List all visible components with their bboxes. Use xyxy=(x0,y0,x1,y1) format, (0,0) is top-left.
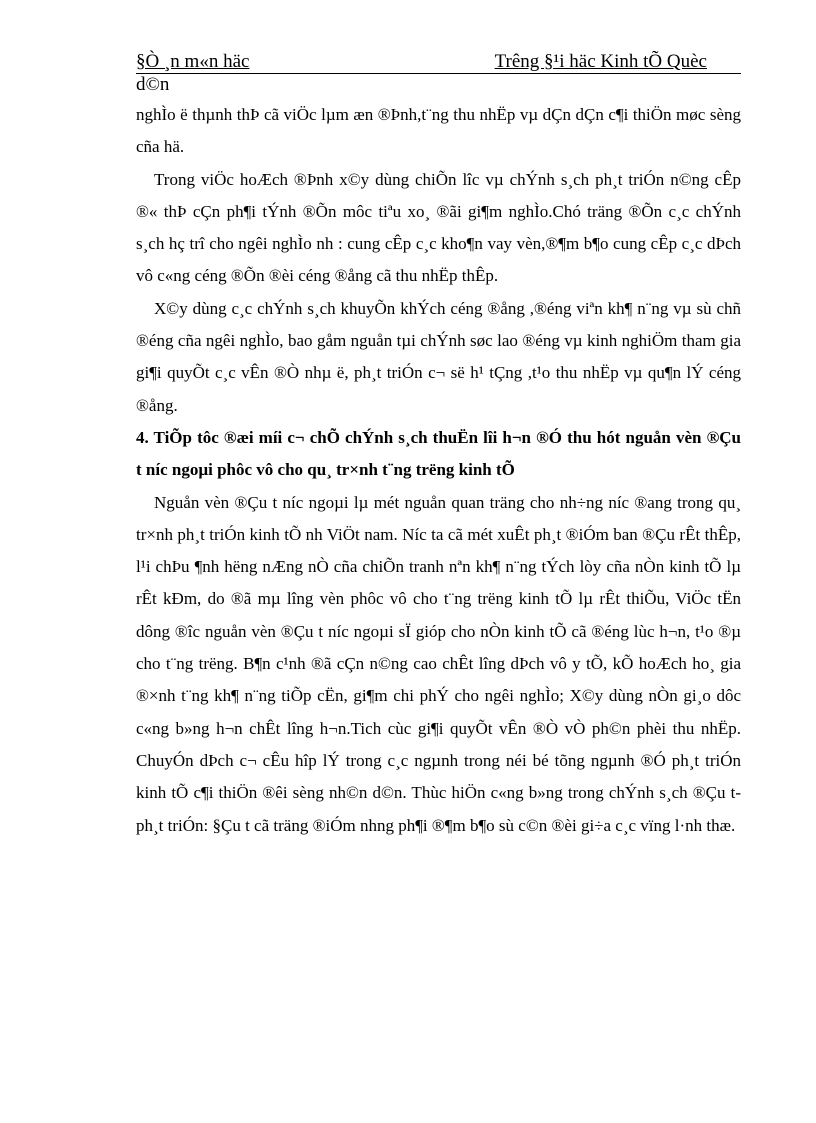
header-line xyxy=(136,50,741,74)
page-header xyxy=(136,50,741,97)
paragraph: nghÌo ë thµnh thÞ cã viÖc lµm æn ®Þnh,t¨ng thu nhËp vµ dÇn dÇn c¶i thiÖn møc sèng cña hä. xyxy=(136,105,741,157)
section-heading: 4. TiÕp tôc ®æi míi c¬ chÕ chÝnh s¸ch thuËn lîi h¬n ®Ó thu hót nguån vèn ®Çu t níc ngoµi phôc vô cho qu¸ tr×nh t¨ng trëng kinh tÕ xyxy=(136,427,741,480)
document-body xyxy=(136,99,741,842)
header-university: Trêng §¹i häc Kinh tÕ Quèc xyxy=(494,51,707,72)
header-project-title: §Ò ¸n m«n häc xyxy=(136,51,250,72)
header-university-continuation: d©n xyxy=(136,74,170,95)
paragraph: Trong viÖc hoÆch ®Þnh x©y dùng chiÕn lîc vµ chÝnh s¸ch ph¸t triÓn n©ng cÊp ®« thÞ cÇn ph¶i tÝnh ®Õn môc tiªu xo¸ ®ãi gi¶m nghÌo.Chó träng ®Õn c¸c chÝnh s¸ch hç trî cho ngêi nghÌo nh : cung cÊp c¸c kho¶n vay vèn,®¶m b¶o cung cÊp c¸c dÞch vô c«ng céng ®Õn ®èi céng ®ång cã thu nhËp thÊp. xyxy=(136,169,741,286)
paragraph: X©y dùng c¸c chÝnh s¸ch khuyÕn khÝch céng ®ång ,®éng viªn kh¶ n¨ng vµ sù chñ ®éng cña ngêi nghÌo, bao gåm nguån tµi chÝnh søc lao ®éng vµ kinh nghiÖm tham gia gi¶i quyÕt c¸c vÊn ®Ò nhµ ë, ph¸t triÓn c¬ së h¹ tÇng ,t¹o thu nhËp vµ qu¶n lÝ céng ®ång. xyxy=(136,298,741,415)
paragraph: Nguån vèn ®Çu t níc ngoµi lµ mét nguån quan träng cho nh÷ng níc ®ang trong qu¸ tr×nh ph¸t triÓn kinh tÕ nh ViÖt nam. Níc ta cã mét xuÊt ph¸t ®iÓm ban ®Çu rÊt thÊp, l¹i chÞu ¶nh hëng nÆng nÒ cña chiÕn tranh nªn kh¶ n¨ng tÝch lòy cña nÒn kinh tÕ lµ rÊt kÐm, do ®ã mµ lîng vèn phôc vô cho t¨ng trëng kinh tÕ lµ rÊt thiÕu, ViÖc tËn dông ®îc nguån vèn ®Çu t níc ngoµi sÏ gióp cho nÒn kinh tÕ cã ®éng lùc h¬n, t¹o ®µ cho t¨ng trëng. B¶n c¹nh ®ã cÇn n©ng cao chÊt lîng dÞch vô y tÕ, kÕ hoÆch ho¸ gia ®×nh t¨ng kh¶ n¨ng tiÕp cËn, gi¶m chi phÝ cho ngêi nghÌo; X©y dùng nÒn gi¸o dôc c«ng b»ng h¬n chÊt lîng h¬n.Tich cùc gi¶i quyÕt vÊn ®Ò vÒ ph©n phèi thu nhËp. ChuyÓn dÞch c¬ cÊu hîp lÝ trong c¸c ngµnh trong néi bé tõng ngµnh ®Ó ph¸t triÓn kinh tÕ c¶i thiÖn ®êi sèng nh©n d©n. Thùc hiÖn c«ng b»ng trong chÝnh s¸ch ®Çu t ph¸t triÓn: §Çu t cã träng ®iÓm nhng ph¶i ®¶m b¶o sù c©n ®èi gi÷a c¸c vïng l·nh thæ. xyxy=(136,492,741,835)
